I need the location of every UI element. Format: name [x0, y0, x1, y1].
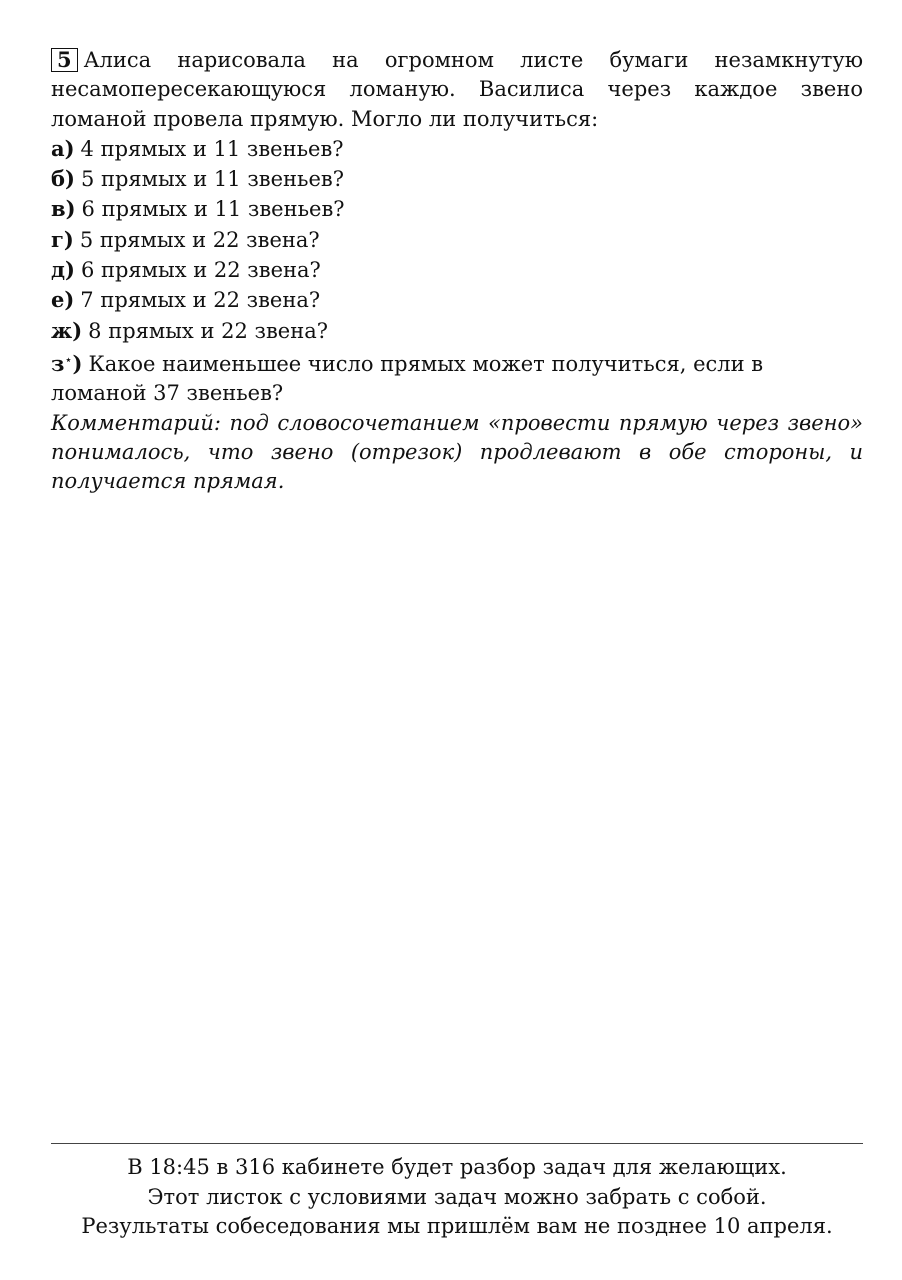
- problem-comment: Комментарий: под словосочетанием «провести прямую через звено» понималось, что звено (отрезок) продлевают в обе стороны, и получается прямая.: [51, 410, 863, 494]
- item-label: а): [51, 135, 75, 161]
- item-text: 6 прямых и 11 звеньев?: [81, 197, 345, 222]
- item-paren: ): [72, 350, 83, 376]
- item-label: в): [51, 196, 76, 222]
- problem-item-a: [51, 134, 863, 164]
- item-label-starred: [51, 351, 82, 376]
- problem-5: [51, 46, 863, 496]
- item-letter: з: [51, 350, 65, 376]
- problem-number-box: 5: [51, 48, 78, 72]
- problem-item-b: [51, 164, 863, 194]
- item-text: Какое наименьшее число прямых может получиться, если в ломаной 37 звеньев?: [51, 351, 764, 406]
- problem-item-zh: [51, 316, 863, 346]
- problem-intro-text: Алиса нарисовала на огромном листе бумаги незамкнутую несамопересекающуюся ломаную. Василиса через каждое звено ломаной провела прямую. Могло ли получиться:: [51, 48, 863, 131]
- item-text: 4 прямых и 11 звеньев?: [80, 136, 344, 161]
- item-text: 8 прямых и 22 звена?: [88, 318, 328, 343]
- footer-line-1: В 18:45 в 316 кабинете будет разбор задач для желающих.: [127, 1155, 787, 1179]
- item-label: е): [51, 287, 75, 313]
- footer-line-2: Этот листок с условиями задач можно забрать с собой.: [147, 1184, 767, 1209]
- item-label: ж): [51, 317, 83, 343]
- item-text: 5 прямых и 22 звена?: [79, 227, 320, 252]
- footer: [51, 1153, 863, 1242]
- star-marker: ⋆: [64, 352, 73, 368]
- footer-line-3: Результаты собеседования мы пришлём вам не позднее 10 апреля.: [81, 1214, 833, 1238]
- item-label: б): [51, 166, 75, 192]
- item-text: 5 прямых и 11 звеньев?: [80, 167, 344, 192]
- footer-divider: [51, 1143, 863, 1144]
- problem-item-v: [51, 194, 863, 224]
- problem-item-d: [51, 255, 863, 285]
- item-text: 6 прямых и 22 звена?: [80, 258, 321, 283]
- item-text: 7 прямых и 22 звена?: [80, 288, 321, 313]
- problem-item-g: [51, 225, 863, 255]
- problem-item-z: [51, 346, 863, 409]
- item-label: д): [51, 257, 75, 283]
- problem-item-e: [51, 285, 863, 315]
- item-label: г): [51, 226, 74, 252]
- problem-intro: [51, 46, 863, 134]
